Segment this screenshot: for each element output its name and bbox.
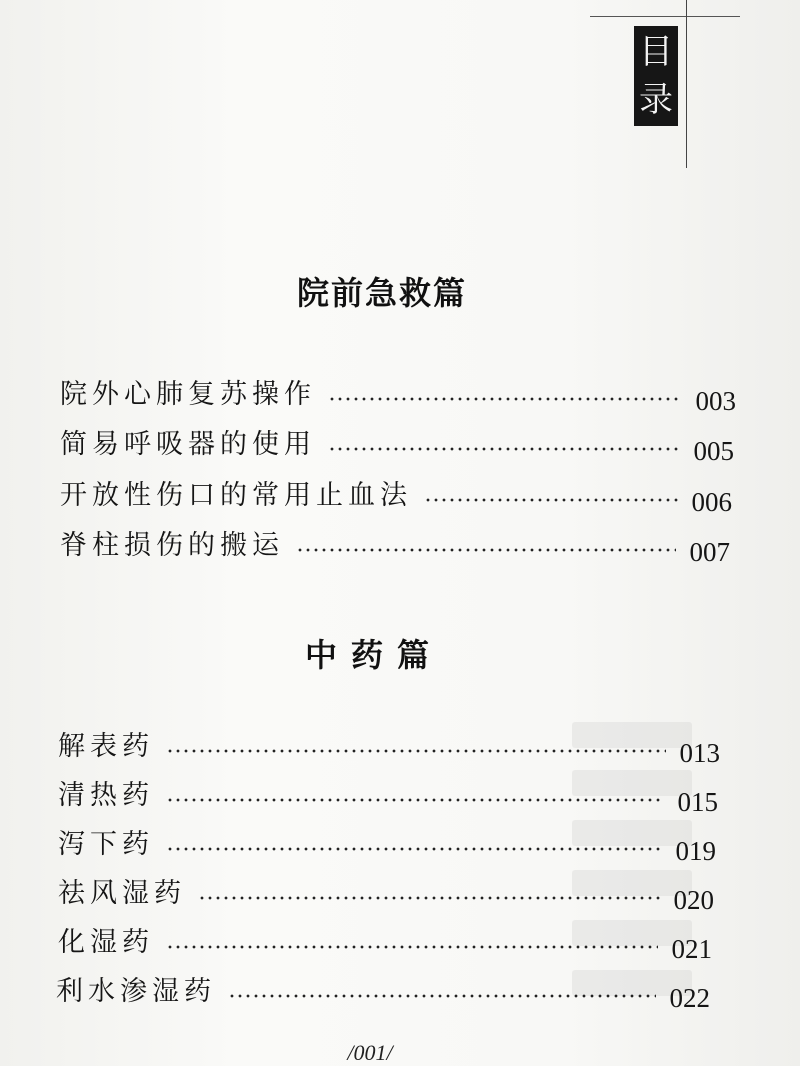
dot-leader: [166, 748, 666, 754]
toc-entry-page: 005: [693, 436, 734, 466]
toc-entry-page: 013: [679, 738, 720, 768]
section-title: 院前急救篇: [296, 274, 467, 312]
toc-entry-label: 祛风湿药: [58, 878, 186, 909]
toc-entry-label: 开放性伤口的常用止血法: [60, 480, 412, 511]
toc-entry[interactable]: [60, 523, 730, 567]
toc-entry-page: 015: [677, 787, 718, 817]
toc-badge: [634, 26, 678, 126]
dot-leader: [198, 895, 660, 901]
toc-entry-label: 清热药: [58, 780, 154, 811]
toc-entry-page: 006: [691, 487, 732, 517]
toc-entry-page: 003: [695, 386, 736, 416]
toc-entry-label: 利水渗湿药: [56, 976, 216, 1007]
dot-leader: [166, 944, 658, 950]
toc-entry-page: 020: [673, 885, 714, 915]
toc-entry[interactable]: [58, 920, 712, 964]
toc-entry-label: 解表药: [58, 731, 154, 762]
dot-leader: [166, 797, 664, 803]
toc-entry-page: 021: [671, 934, 712, 964]
toc-badge-char: 录: [639, 80, 673, 120]
dot-leader: [166, 846, 662, 852]
toc-entry[interactable]: [58, 822, 716, 866]
toc-entry[interactable]: [56, 969, 710, 1013]
section-title: 中药篇: [304, 636, 443, 674]
corner-rule-vertical: [686, 0, 687, 168]
dot-leader: [228, 993, 656, 999]
dot-leader: [424, 497, 678, 503]
toc-entry-label: 泻下药: [58, 829, 154, 860]
toc-entry-label: 院外心肺复苏操作: [60, 379, 316, 410]
toc-entry[interactable]: [60, 372, 736, 416]
toc-entry-label: 脊柱损伤的搬运: [60, 530, 284, 561]
dot-leader: [296, 547, 676, 553]
toc-entry[interactable]: [58, 773, 718, 817]
toc-entry-page: 022: [669, 983, 710, 1013]
dot-leader: [328, 446, 680, 452]
toc-entry[interactable]: [60, 473, 732, 517]
toc-entry[interactable]: [58, 871, 714, 915]
toc-entry-label: 简易呼吸器的使用: [60, 429, 316, 460]
toc-entry-label: 化湿药: [58, 927, 154, 958]
toc-entry-page: 019: [675, 836, 716, 866]
toc-entry[interactable]: [58, 724, 720, 768]
toc-badge-char: 目: [639, 32, 673, 72]
page-number: /001/: [347, 1040, 393, 1065]
toc-entry[interactable]: [60, 422, 734, 466]
corner-rule-horizontal: [590, 16, 740, 17]
toc-entry-page: 007: [689, 537, 730, 567]
dot-leader: [328, 396, 682, 402]
